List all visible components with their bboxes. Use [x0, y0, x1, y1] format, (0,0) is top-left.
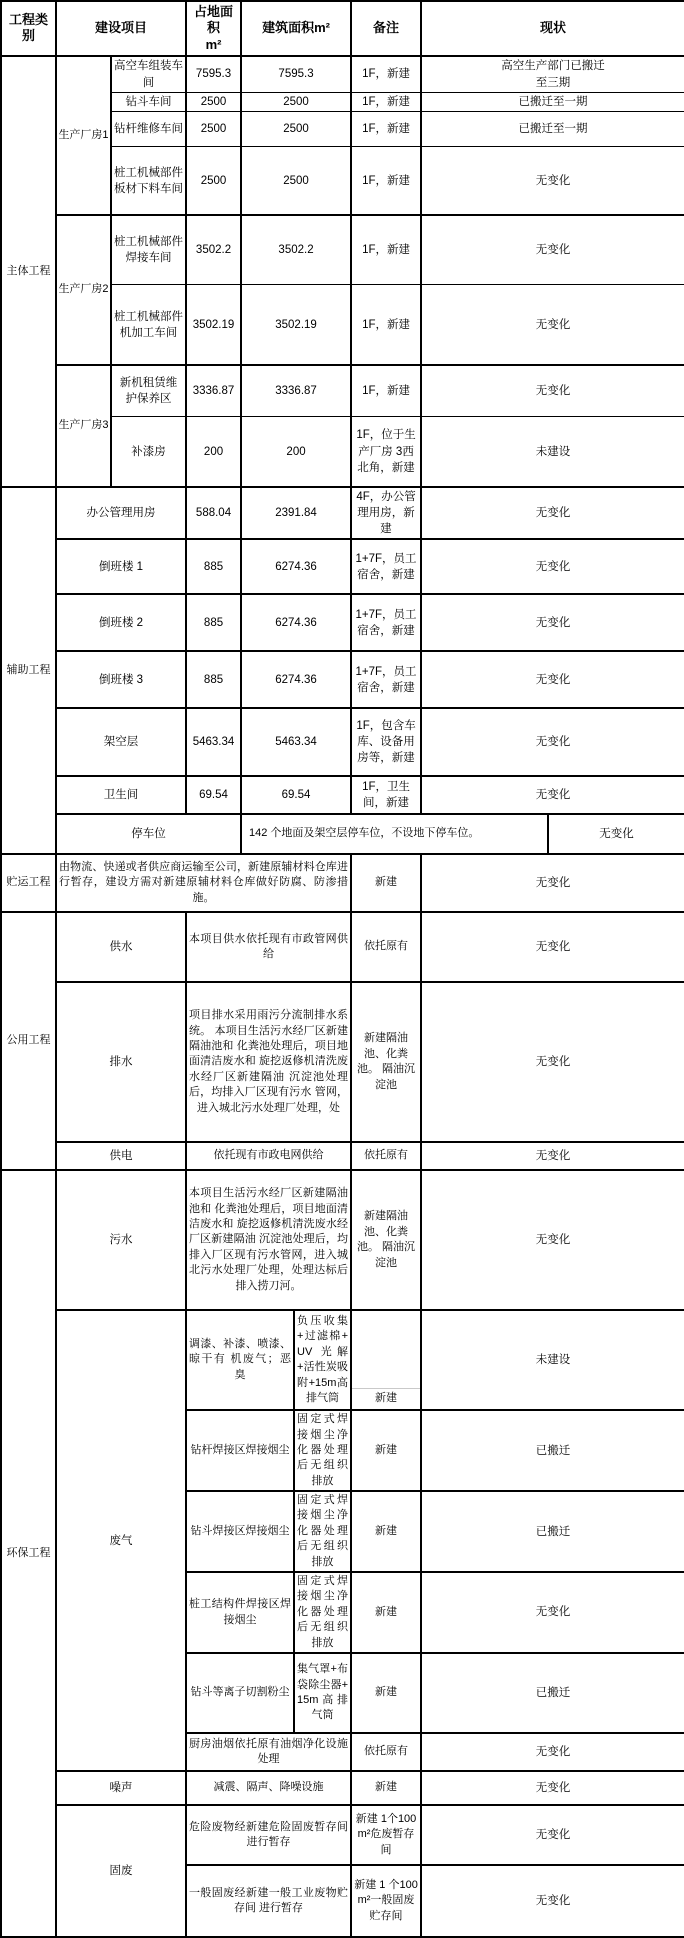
storage-desc-cell: 由物流、快递或者供应商运输至公司，新建原辅材料仓库进行暂存，建设方需对新建原辅材料仓库做好防腐、防渗措施。 [56, 854, 351, 912]
workshop-name-cell: 钻斗车间 [111, 93, 186, 112]
building-area-cell: 6274.36 [241, 594, 351, 651]
building-area-cell: 3502.19 [241, 285, 351, 365]
status-cell: 无变化 [421, 365, 684, 417]
table-row-waste-gas [1, 1310, 684, 1410]
remark-label: 新建 [375, 1391, 398, 1404]
header-category: 工程类别 [1, 1, 56, 56]
section-label-utility-works: 公用工程 [1, 912, 56, 1170]
workshop-name-cell: 补漆房 [111, 417, 186, 487]
status-cell: 已搬迁 [421, 1653, 684, 1733]
table-row-solid-waste [1, 1805, 684, 1865]
section-label-environmental-works: 环保工程 [1, 1170, 56, 1937]
land-area-cell: 885 [186, 539, 241, 594]
remark-cell: 1F，新建 [351, 365, 421, 417]
env-item-name-cell-waste-gas: 废气 [56, 1310, 186, 1771]
status-cell: 无变化 [548, 814, 684, 854]
group-label-plant2: 生产厂房2 [56, 215, 111, 365]
remark-cell: 1F，新建 [351, 93, 421, 112]
status-cell: 无变化 [421, 215, 684, 285]
remark-cell: 依托原有 [351, 912, 421, 982]
remark-cell: 1+7F，员工宿舍，新建 [351, 651, 421, 708]
waste-gas-treatment-cell: 集气罩+布袋除尘器+15m高排气筒 [294, 1653, 351, 1733]
table-row-parking [1, 814, 684, 854]
remark-cell: 1F，包含车库、设备用房等，新建 [351, 708, 421, 776]
group-label-plant1: 生产厂房1 [56, 56, 111, 215]
status-cell: 高空生产部门已搬迁至三期 [421, 56, 684, 93]
header-land-area: 占地面积 m² [186, 1, 241, 56]
status-cell: 无变化 [421, 147, 684, 215]
remark-cell: 新建 [351, 854, 421, 912]
building-area-cell: 2391.84 [241, 487, 351, 539]
remark-cell: 1F，新建 [351, 112, 421, 147]
status-cell: 已搬迁 [421, 1491, 684, 1572]
land-area-cell: 3336.87 [186, 365, 241, 417]
remark-cell: 新建 [351, 1572, 421, 1653]
table-row-storage [1, 854, 684, 912]
waste-gas-source-cell: 调漆、补漆、喷漆、晾干有 机废气；恶臭 [186, 1310, 294, 1410]
status-cell: 无变化 [421, 708, 684, 776]
remark-cell: 1F，新建 [351, 56, 421, 93]
section-label-main-works: 主体工程 [1, 56, 56, 487]
table-row [1, 776, 684, 814]
status-cell: 无变化 [421, 651, 684, 708]
land-area-cell: 885 [186, 651, 241, 708]
table-row [1, 56, 684, 93]
header-remark: 备注 [351, 1, 421, 56]
remark-cell: 新建 [351, 1771, 421, 1805]
facility-name-cell: 倒班楼 2 [56, 594, 186, 651]
table-row [1, 365, 684, 417]
remark-empty-space [352, 1313, 420, 1388]
table-row-noise [1, 1771, 684, 1805]
remark-cell: 1F，新建 [351, 215, 421, 285]
table-row [1, 594, 684, 651]
waste-gas-source-cell: 钻斗焊接区焊接烟尘 [186, 1491, 294, 1572]
remark-cell: 1F，卫生间，新建 [351, 776, 421, 814]
status-cell: 已搬迁至一期 [421, 112, 684, 147]
utility-desc-cell: 依托现有市政电网供给 [186, 1142, 351, 1170]
env-item-name-cell: 污水 [56, 1170, 186, 1310]
building-area-cell: 200 [241, 417, 351, 487]
status-cell: 无变化 [421, 1170, 684, 1310]
status-cell: 无变化 [421, 1865, 684, 1937]
status-cell: 无变化 [421, 1733, 684, 1771]
noise-desc-cell: 减震、隔声、降噪设施 [186, 1771, 351, 1805]
waste-gas-source-cell: 钻杆焊接区焊接烟尘 [186, 1410, 294, 1491]
utility-desc-cell: 项目排水采用雨污分流制排水系统。 本项目生活污水经厂区新建隔油池和 化粪池处理后，项目地面清洁废水和 旋挖返修机清洗废水经厂区新建隔油 沉淀池处理后，均排入厂区现有污水 管网，进入城北污水处理厂处理，处 [186, 982, 351, 1142]
utility-name-cell: 供电 [56, 1142, 186, 1170]
table-row [1, 1170, 684, 1310]
land-area-cell: 5463.34 [186, 708, 241, 776]
section-label-storage-works: 贮运工程 [1, 854, 56, 912]
land-area-cell: 69.54 [186, 776, 241, 814]
status-cell: 已搬迁至一期 [421, 93, 684, 112]
table-row [1, 982, 684, 1142]
status-cell: 无变化 [421, 912, 684, 982]
remark-cell: 1+7F，员工宿舍，新建 [351, 539, 421, 594]
remark-cell-split [351, 1310, 421, 1410]
workshop-name-cell: 桩工机械部件板材下料车间 [111, 147, 186, 215]
table-row [1, 708, 684, 776]
remark-cell: 1F，新建 [351, 285, 421, 365]
remark-cell: 1+7F，员工宿舍，新建 [351, 594, 421, 651]
solid-waste-desc-cell: 一般固废经新建一般工业废物贮存间 进行暂存 [186, 1865, 351, 1937]
section-label-auxiliary-works: 辅助工程 [1, 487, 56, 854]
land-area-cell: 2500 [186, 93, 241, 112]
workshop-name-cell: 钻杆维修车间 [111, 112, 186, 147]
status-cell: 无变化 [421, 1771, 684, 1805]
utility-name-cell: 供水 [56, 912, 186, 982]
waste-gas-source-cell: 钻斗等离子切割粉尘 [186, 1653, 294, 1733]
status-cell: 未建设 [421, 417, 684, 487]
remark-cell: 4F，办公管理用房，新建 [351, 487, 421, 539]
facility-name-cell: 办公管理用房 [56, 487, 186, 539]
table-row [1, 215, 684, 285]
env-item-name-cell-solid-waste: 固废 [56, 1805, 186, 1937]
status-cell: 无变化 [421, 1142, 684, 1170]
land-area-cell: 2500 [186, 147, 241, 215]
group-label-plant3: 生产厂房3 [56, 365, 111, 487]
kitchen-fume-desc-cell: 厨房油烟依托原有油烟净化设施处理 [186, 1733, 351, 1771]
remark-cell: 新建 1个100m²危废暂存间 [351, 1805, 421, 1865]
remark-cell: 依托原有 [351, 1142, 421, 1170]
remark-cell: 1F，位于生产厂房 3西北角，新建 [351, 417, 421, 487]
remark-cell: 1F，新建 [351, 147, 421, 215]
utility-name-cell: 排水 [56, 982, 186, 1142]
status-cell: 无变化 [421, 285, 684, 365]
table-row [1, 1142, 684, 1170]
table-row [1, 912, 684, 982]
building-area-cell: 7595.3 [241, 56, 351, 93]
land-area-cell: 3502.19 [186, 285, 241, 365]
status-cell: 无变化 [421, 539, 684, 594]
status-cell: 无变化 [421, 776, 684, 814]
land-area-cell: 200 [186, 417, 241, 487]
header-project: 建设项目 [56, 1, 186, 56]
building-area-cell: 3336.87 [241, 365, 351, 417]
building-area-cell: 2500 [241, 147, 351, 215]
parking-desc-cell: 142 个地面及架空层停车位，不设地下停车位。 [241, 814, 548, 854]
table-header-row [1, 1, 684, 56]
workshop-name-cell: 新机租赁维 护保养区 [111, 365, 186, 417]
remark-cell: 新建 [351, 1653, 421, 1733]
sewage-desc-cell: 本项目生活污水经厂区新建隔油池和 化粪池处理后，项目地面清洁废水和 旋挖返修机清洗废水经厂区新建隔油 沉淀池处理后，均排入厂区现有污水管网，进入城北污水处理厂处理，处理达标后排入捞刀河。 [186, 1170, 351, 1310]
land-area-cell: 2500 [186, 112, 241, 147]
building-area-cell: 2500 [241, 112, 351, 147]
building-area-cell: 3502.2 [241, 215, 351, 285]
waste-gas-treatment-cell: 固定式焊接烟尘净化器处理后无组织排放 [294, 1572, 351, 1653]
facility-name-cell: 停车位 [56, 814, 241, 854]
table-row [1, 539, 684, 594]
waste-gas-source-cell: 桩工结构件焊接区焊接烟尘 [186, 1572, 294, 1653]
building-area-cell: 6274.36 [241, 539, 351, 594]
status-cell: 无变化 [421, 1805, 684, 1865]
status-cell: 无变化 [421, 1572, 684, 1653]
status-cell: 无变化 [421, 982, 684, 1142]
remark-cell: 新建 1 个100m²一般固废贮存间 [351, 1865, 421, 1937]
utility-desc-cell: 本项目供水依托现有市政管网供给 [186, 912, 351, 982]
remark-cell: 新建隔油池、化粪池。 隔油沉淀池 [351, 1170, 421, 1310]
table-row [1, 651, 684, 708]
building-area-cell: 5463.34 [241, 708, 351, 776]
status-cell: 无变化 [421, 594, 684, 651]
remark-cell: 新建 [351, 1491, 421, 1572]
facility-name-cell: 架空层 [56, 708, 186, 776]
land-area-cell: 7595.3 [186, 56, 241, 93]
env-item-name-cell: 噪声 [56, 1771, 186, 1805]
facility-name-cell: 卫生间 [56, 776, 186, 814]
solid-waste-desc-cell: 危险废物经新建危险固废暂存间进行暂存 [186, 1805, 351, 1865]
remark-cell: 依托原有 [351, 1733, 421, 1771]
header-status: 现状 [421, 1, 684, 56]
waste-gas-treatment-cell: 负压收集+过滤棉+UV 光解+活性炭吸附+15m高排气筒 [294, 1310, 351, 1410]
remark-cell: 新建隔油池、化粪池。 隔油沉淀池 [351, 982, 421, 1142]
workshop-name-cell: 桩工机械部件机加工车间 [111, 285, 186, 365]
facility-name-cell: 倒班楼 3 [56, 651, 186, 708]
table-row [1, 487, 684, 539]
waste-gas-treatment-cell: 固定式焊接烟尘净化器处理后无组织排放 [294, 1491, 351, 1572]
status-cell: 未建设 [421, 1310, 684, 1410]
land-area-cell: 885 [186, 594, 241, 651]
status-cell: 已搬迁 [421, 1410, 684, 1491]
building-area-cell: 69.54 [241, 776, 351, 814]
land-area-cell: 3502.2 [186, 215, 241, 285]
building-area-cell: 2500 [241, 93, 351, 112]
waste-gas-treatment-cell: 固定式焊接烟尘净化器处理后无组织排放 [294, 1410, 351, 1491]
status-cell: 无变化 [421, 854, 684, 912]
land-area-cell: 588.04 [186, 487, 241, 539]
facility-name-cell: 倒班楼 1 [56, 539, 186, 594]
workshop-name-cell: 高空车组装车间 [111, 56, 186, 93]
workshop-name-cell: 桩工机械部件焊接车间 [111, 215, 186, 285]
remark-cell: 新建 [351, 1410, 421, 1491]
building-area-cell: 6274.36 [241, 651, 351, 708]
status-cell: 无变化 [421, 487, 684, 539]
header-building-area: 建筑面积m² [241, 1, 351, 56]
